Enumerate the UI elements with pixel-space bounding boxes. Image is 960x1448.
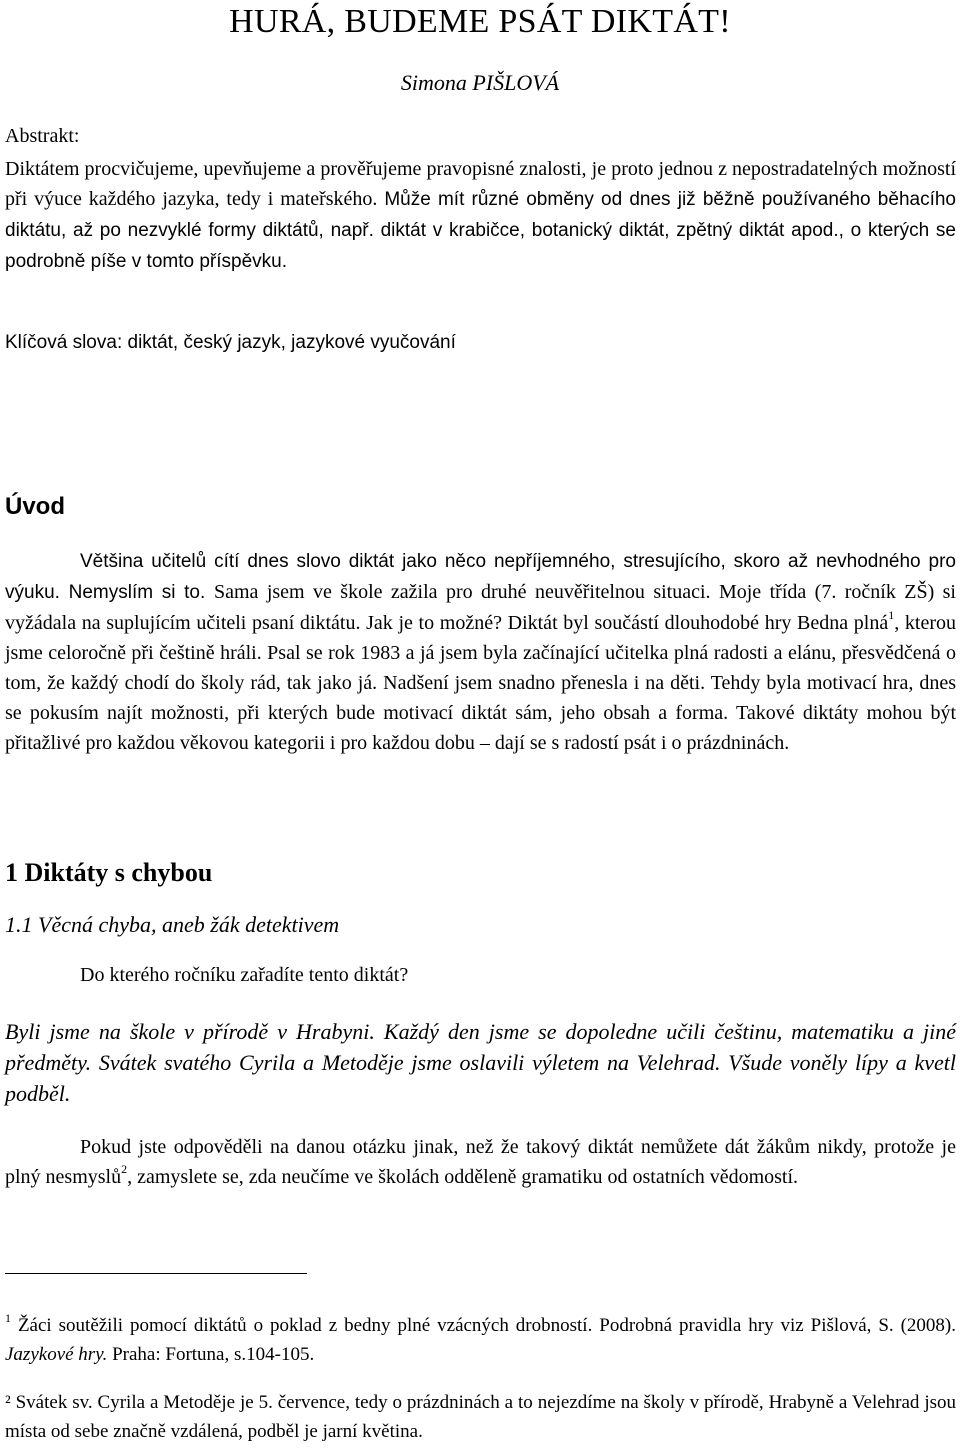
abstract-text-sans: Může mít různé obměny od dnes již běžně používaného běhacího diktátu, až po nezvyklé formy diktátů, např. diktát v krabičce, botanický diktát, zpětný diktát apod.	[5, 189, 956, 241]
section-heading-1: 1 Diktáty s chybou	[5, 858, 213, 887]
intro-text-a: Sama jsem ve škole zažila pro druhé neuvěřitelnou situaci. Moje třída (7. ročník ZŠ) si vyžádala na suplujícím učiteli psaní diktátu. Jak je to možné? Diktát byl součástí dlouhodobé hry Bedna plná	[5, 581, 956, 634]
footnote-ref-2[interactable]: 2	[121, 1162, 128, 1176]
footnote-separator	[5, 1273, 307, 1274]
intro-paragraph	[5, 546, 956, 758]
intro-text-b: , kterou jsme celoročně při češtině hráli. Psal se rok 1983 a já jsem byla začínající učitelka plná radosti a elánu, přesvědčená o tom, že každý chodí do školy rád, tak jako já. Nadšení jsem snadno přenesla i na děti. Tehdy byla motivací hra, dnes se pokusím najít možnosti, při kterých bude motivací diktát sám, jeho obsah a forma. Takové diktáty mohou být přitažlivé pro každou věkovou kategorii i pro každou dobu – dají se s radostí psát i o prázdninách.	[5, 612, 956, 754]
footnote-1-tail: Praha: Fortuna, s.104-105.	[107, 1344, 315, 1365]
section1-text-a: Pokud jste odpověděli na danou otázku jinak, než že takový diktát nemůžete dát žákům nikdy, protože je plný nesmyslů	[5, 1136, 956, 1188]
dictation-example: Byli jsme na škole v přírodě v Hrabyni. Každý den jsme se dopoledne učili češtinu, matematiku a jiné předměty. Svátek svatého Cyrila a Metoděje jsme oslavili výletem na Velehrad. Všude voněly lípy a kvetl podběl.	[5, 1019, 956, 1106]
author-name: Simona PIŠLOVÁ	[400, 70, 560, 95]
footnote-ref-1[interactable]: 1	[888, 608, 895, 622]
abstract-text-tail: , o kterých se podrobně píše v tomto příspěvku.	[5, 220, 956, 272]
intro-text-sans: Většina učitelů cítí dnes slovo diktát jako něco nepříjemného, stresujícího, skoro až nevhodného pro výuku. Nemyslím si to.	[5, 551, 956, 603]
section1-paragraph	[5, 1132, 956, 1192]
section1-text-b: , zamyslete se, zda neučíme ve školách odděleně gramatiku od ostatních vědomostí.	[127, 1166, 799, 1188]
section-heading-intro: Úvod	[5, 493, 65, 520]
abstract-paragraph	[5, 154, 956, 277]
footnote-2: ² Svátek sv. Cyrila a Metoděje je 5. července, tedy o prázdninách a to nejezdíme na školy v přírodě, Hrabyně a Velehrad jsou místa od sebe značně vzdálená, podběl je jarní květina.	[5, 1392, 956, 1442]
footnote-1-italic: Jazykové hry.	[5, 1344, 108, 1365]
subsection-heading-1-1: 1.1 Věcná chyba, aneb žák detektivem	[5, 912, 340, 937]
footnote-1-number: 1	[5, 1311, 11, 1325]
keywords: Klíčová slova: diktát, český jazyk, jazykové vyučování	[5, 332, 456, 353]
footnote-1	[5, 1311, 956, 1369]
abstract-text-serif: Diktátem procvičujeme, upevňujeme a prověřujeme pravopisné znalosti, je proto jednou z nepostradatelných možností při výuce každého jazyka, tedy i mateřského.	[5, 158, 956, 210]
footnote-1-text: Žáci soutěžili pomocí diktátů o poklad z bedny plné vzácných drobností. Podrobná pravidla hry viz Pišlová, S. (2008).	[11, 1315, 956, 1336]
abstract-label: Abstrakt:	[5, 125, 80, 147]
question-text: Do kterého ročníku zařadíte tento diktát?	[80, 964, 409, 986]
page-title: HURÁ, BUDEME PSÁT DIKTÁT!	[229, 3, 731, 40]
